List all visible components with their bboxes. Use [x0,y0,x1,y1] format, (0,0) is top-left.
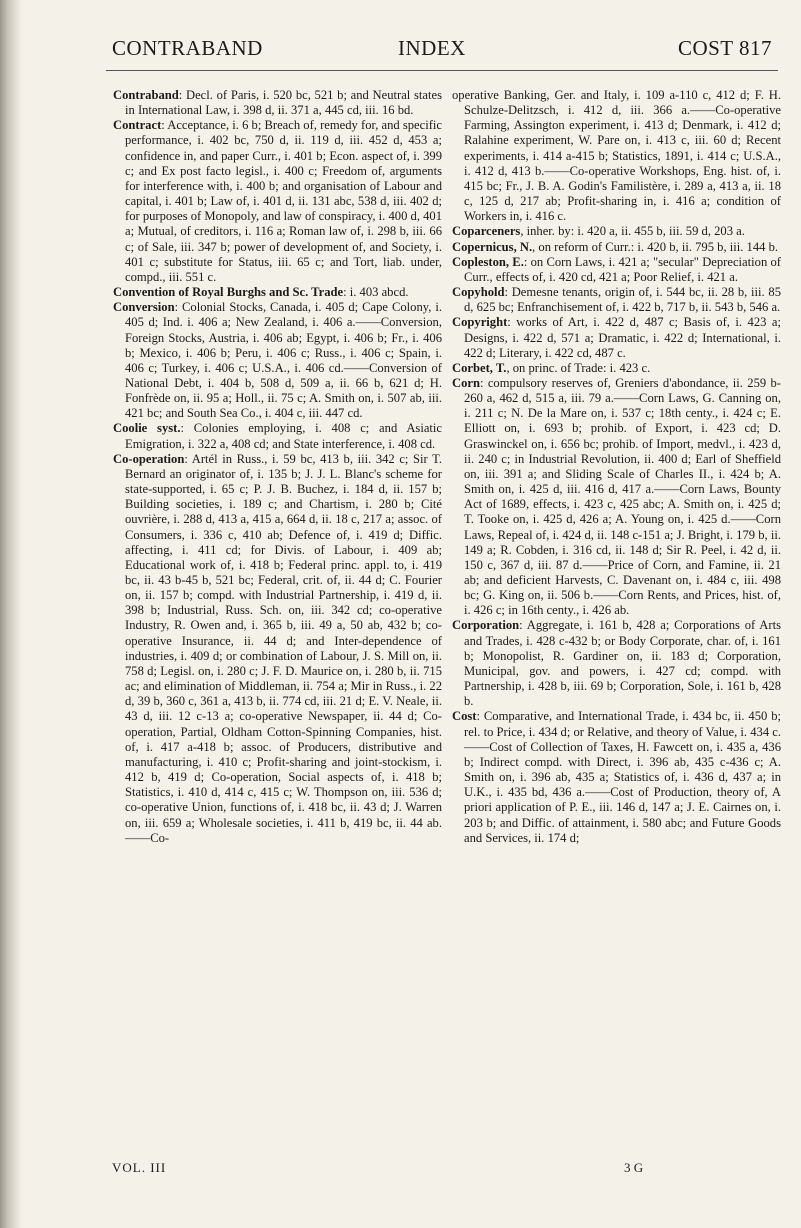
volume-label: VOL. III [112,1160,167,1175]
index-entry [452,285,781,315]
header-first-entry: CONTRABAND [112,36,263,60]
entry-headword: Corbet, T. [452,360,507,375]
header-rule [106,70,778,71]
entry-headword: Copyright [452,315,508,330]
entry-headword: Contraband [113,88,179,102]
signature-mark: 3 G [624,1160,644,1175]
index-entry [452,255,781,285]
entry-text: : on Corn Laws, i. 421 a; "secular" Depreciation of Curr., effects of, i. 420 cd, 421 a; Poor Relief, i. 421 a. [464,254,781,284]
entry-text: : Aggregate, i. 161 b, 428 a; Corporations of Arts and Trades, i. 428 c-432 b; or Body Corporate, char. of, i. 161 b; Monopolist, R. Gardiner on, ii. 183 d; Corporation, Municipal, gov. and powers, i. 427 cd; compd. with Partnership, i. 428 b, iii. 69 b; Corporation, Sole, i. 161 b, 428 b. [464,618,781,709]
entry-text: : Acceptance, i. 6 b; Breach of, remedy for, and specific performance, i. 402 bc, 750 d, ii. 119 d, iii. 452 d, 453 a; confidence in, and paper Curr., i. 401 b; Econ. aspect of, i. 399 c; and Ex post facto legisl., i. 400 c; Freedom of, arguments for interference with, i. 400 b; and organisation of Labour and capital, i. 401 b; Law of, i. 401 d, ii. 131 abc, 538 d, iii. 402 d; for purposes of Monopoly, and law of conspiracy, i. 400 d, 401 a; Mutual, of creditors, i. 116 a; Roman law of, i. 298 b, iii. 66 c; of Sale, iii. 347 b; power of development of, and Society, i. 401 c; substitute for Status, iii. 65 c; and Tort, liab. under, compd., iii. 551 c. [125,118,442,284]
entry-text: : Demesne tenants, origin of, i. 544 bc, ii. 28 b, iii. 85 d, 625 bc; Enfranchisement of, i. 422 b, 717 b, ii. 543 b, 546 a. [464,285,781,315]
entry-headword: Copleston, E. [452,254,524,269]
entry-headword: Corn [452,375,480,390]
index-entry [452,376,781,619]
entry-text: : i. 403 abcd. [343,285,409,300]
left-column [113,88,442,1160]
index-entry [113,452,442,846]
entry-headword: Copyhold [452,285,505,300]
binding-shadow [0,0,22,1228]
entry-headword: Corporation [452,618,520,633]
index-entry [113,300,442,421]
index-entry [113,118,442,285]
entry-text: , on reform of Curr.: i. 420 b, ii. 795 b, iii. 144 b. [532,239,779,254]
entry-headword: Contract [113,118,162,133]
entry-text: : Colonies employing, i. 408 c; and Asiatic Emigration, i. 322 a, 408 cd; and State interference, i. 408 cd. [125,421,442,451]
entry-text: : Artél in Russ., i. 59 bc, 413 b, iii. 342 c; Sir T. Bernard an originator of, i. 135 b; J. J. L. Blanc's scheme for state-supported, i. 65 c; P. J. B. Buchez, i. 184 d, ii. 157 b; Building societies, i. 189 c; and Chartism, i. 280 b; Cité ouvrière, i. 288 d, 413 a, 415 a, 664 d, ii. 18 c, 217 a; assoc. of Consumers, i. 336 c, 410 ab; Defence of, i. 419 d; Diffic. affecting, i. 411 cd; for Divis. of Labour, i. 409 ab; Educational work of, i. 418 b; Federal princ. appl. to, i. 419 bc, ii. 43 b-45 b, 521 bc; Federal, crit. of, ii. 44 d; C. Fourier on, ii. 157 b; compd. with Industrial Partnership, i. 419 d, ii. 398 b; Industrial, Russ. Sch. on, iii. 342 cd; co-operative Industry, R. Owen and, i. 365 b, iii. 49 a, 50 ab, 432 b; co-operative Insurance, ii. 44 d; and Inter-dependence of industries, i. 409 d; or combination of Labour, J. S. Mill on, ii. 758 d; Legisl. on, i. 280 c; J. F. D. Maurice on, i. 280 b, ii. 715 ac; and elimination of Middleman, ii. 754 a; Mir in Russ., i. 22 d, 39 b, 360 c, 361 a, 413 b, ii. 774 cd, iii. 21 d; E. V. Neale, ii. 43 d, iii. 12 c-13 a; co-operative Newspaper, ii. 44 d; Co-operation, Partial, Oldham Cotton-Spinning Companies, hist. of, i. 417 a-418 b; assoc. of Producers, distributive and manufacturing, i. 410 c; Profit-sharing and joint-stockism, i. 412 b, 419 d; Co-operation, Social aspects of, i. 418 b; Statistics, i. 410 d, 414 c, 415 c; W. Thompson on, iii. 536 d; co-operative Union, functions of, i. 418 bc, ii. 43 d; J. Warren on, iii. 659 a; Wholesale societies, i. 411 b, 419 bc, ii. 44 ab.——Co- [125,451,442,845]
index-entry [113,88,442,118]
entry-text: , on princ. of Trade: i. 423 c. [506,360,651,375]
index-entry [452,709,781,845]
entry-text: : compulsory reserves of, Greniers d'abondance, ii. 259 b-260 a, 462 d, 515 a, iii. 79 a.——Corn Laws, G. Canning on, i. 211 c; N. De la Mare on, i. 537 c; 18th centy., i. 424 c; E. Elliott on, i. 693 b; prohib. of Export, i. 423 cd; D. Graswinckel on, i. 656 bc; prohib. of Import, medvl., i. 423 d, ii. 240 c; in Industrial Revolution, ii. 400 d; Earl of Sheffield on, iii. 391 a; and Sliding Scale of Charles II., i. 424 b; A. Smith on, i. 425 d, iii. 416 d, 417 a.——Corn Laws, Bounty Act of 1689, effects, i. 423 c, 425 abc; A. Smith on, i. 425 d; T. Tooke on, i. 425 d, 426 a; A. Young on, i. 425 d.——Corn Laws, Repeal of, i. 424 d, ii. 148 c-151 a; J. Bright, i. 179 b, ii. 149 a; R. Cobden, i. 316 cd, ii. 148 d; Sir R. Peel, i. 42 d, ii. 150 c, 367 d, iii. 87 d.——Price of Corn, and Famine, ii. 21 ab; and deficient Harvests, C. Davenant on, i. 484 c, iii. 498 bc; G. King on, ii. 506 b.——Corn Rents, and Prices, hist. of, i. 426 c; in 16th centy., i. 426 ab. [464,375,781,618]
entry-headword: Convention of Royal Burghs and Sc. Trade [113,285,344,300]
index-entry [452,361,781,376]
entry-headword: Coparceners [452,224,521,239]
index-entry [452,240,781,255]
entry-text: : Decl. of Paris, i. 520 bc, 521 b; and Neutral states in International Law, i. 398 d, ii. 371 a, 445 cd, iii. 16 bd. [125,88,442,118]
header-section-title: INDEX [398,36,466,60]
entry-headword: Cost [452,709,477,724]
index-entry [113,285,442,300]
index-entry [113,421,442,451]
index-entry [452,224,781,239]
running-header [112,36,772,66]
entry-text: : works of Art, i. 422 d, 487 c; Basis of, i. 423 a; Designs, i. 422 d, 571 a; Dramatic, i. 422 d; International, i. 422 d; Literary, i. 422 cd, 487 c. [464,315,781,360]
entry-headword: Co-operation [113,451,185,466]
entry-text: operative Banking, Ger. and Italy, i. 109 a-110 c, 412 d; F. H. Schulze-Delitzsch, i. 412 d, iii. 366 a.——Co-operative Farming, Assington experiment, i. 413 d; Denmark, i. 412 d; Ralahine experiment, W. Pare on, i. 413 c, iii. 60 d; Recent experiments, i. 414 a-415 b; Statistics, 1891, i. 414 c; U.S.A., i. 412 d, 413 b.——Co-operative Workshops, Eng. hist. of, i. 415 bc; Fr., J. B. A. Godin's Familistère, i. 289 a, 413 a, ii. 18 c, 125 d, 217 ab; Profit-sharing in, i. 416 a; condition of Workers in, i. 416 c. [452,88,781,224]
entry-headword: Copernicus, N. [452,239,533,254]
entry-headword: Coolie syst. [113,421,181,436]
entry-text: : Colonial Stocks, Canada, i. 405 d; Cape Colony, i. 405 d; Ind. i. 406 a; New Zealand, i. 406 a.——Conversion, Foreign Stocks, Austria, i. 406 ab; Egypt, i. 406 b; Fr., i. 406 b; Mexico, i. 406 b; Peru, i. 406 c; Russ., i. 406 c; Spain, i. 406 c; Turkey, i. 406 c; U.S.A., i. 406 cd.——Conversion of National Debt, i. 404 b, 508 d, 509 a, ii. 66 b, 621 d; H. Fonfrède on, ii. 95 a; Holl., ii. 75 c; A. Smith on, i. 507 ab, iii. 421 bc; and South Sea Co., i. 404 c, iii. 447 cd. [125,300,442,421]
index-entry-continued [452,88,781,224]
header-last-entry-page-number: COST 817 [677,36,772,60]
index-entry [452,618,781,709]
index-entry [452,315,781,360]
right-column [452,88,781,1160]
entry-headword: Conversion [113,300,175,315]
entry-text: , inher. by: i. 420 a, ii. 455 b, iii. 59 d, 203 a. [520,224,745,239]
entry-text: : Comparative, and International Trade, i. 434 bc, ii. 450 b; rel. to Price, i. 434 d; or Relative, and theory of Value, i. 434 c.——Cost of Collection of Taxes, H. Fawcett on, i. 435 a, 436 b; Indirect compd. with Direct, i. 396 ab, 435 c-436 c; A. Smith on, i. 396 ab, 435 a; Statistics of, i. 436 d, 437 a; in U.K., i. 435 bd, 436 a.——Cost of Production, theory of, A priori application of P. E., iii. 146 d, 147 a; J. E. Cairnes on, i. 203 b; and Diffic. of attainment, i. 580 abc; and Future Goods and Services, ii. 174 d; [464,709,781,845]
